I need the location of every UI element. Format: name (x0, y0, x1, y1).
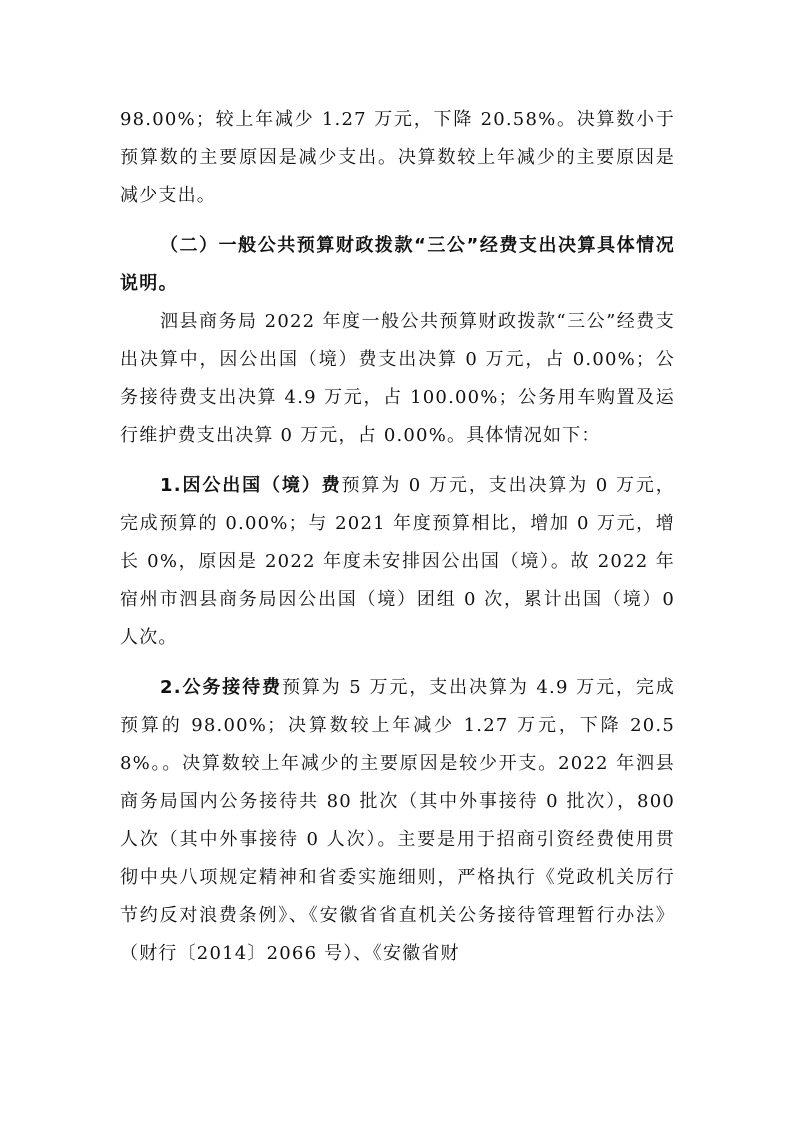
paragraph-gap (120, 215, 675, 227)
item-body-overseas-travel: 预算为 0 万元，支出决算为 0 万元，完成预算的 0.00%；与 2021 年度预算相比，增加 0 万元，增长 0%，原因是 2022 年度未安排因公出国（境）。故 2022 年宿州市泗县商务局因公出国（境）团组 0 次，累计出国（境）0 人次。 (120, 475, 675, 648)
item-title-overseas-travel: 1.因公出国（境）费 (160, 475, 342, 496)
paragraph-gap (120, 657, 675, 669)
item-body-reception: 预算为 5 万元，支出决算为 4.9 万元，完成预算的 98.00%；决算数较上年减少 1.27 万元，下降 20.58%。。决算数较上年减少的主要原因是较少开支。2022 年泗县商务局国内公务接待共 80 批次（其中外事接待 0 批次），800 人次（其中外事接待 0 人次）。主要是用于招商引资经费使用贯彻中央八项规定精神和省委实施细则，严格执行《党政机关厉行节约反对浪费条例》、《安徽省省直机关公务接待管理暂行办法》（财行〔2014〕2066 号）、《安徽省财 (120, 677, 676, 964)
item-title-reception: 2.公务接待费 (160, 677, 282, 698)
summary-paragraph: 泗县商务局 2022 年度一般公共预算财政拨款“三公”经费支出决算中，因公出国（境）费支出决算 0 万元，占 0.00%；公务接待费支出决算 4.9 万元，占 100.00%；公务用车购置及运行维护费支出决算 0 万元，占 0.00%。具体情况如下： (120, 311, 675, 446)
item-paragraph-overseas-travel (120, 467, 675, 657)
item-paragraph-reception (120, 669, 675, 973)
document-body (120, 101, 675, 973)
paragraph-gap (120, 455, 675, 467)
section-heading: （二）一般公共预算财政拨款“三公”经费支出决算具体情况说明。 (120, 235, 675, 294)
paragraph-continuation: 98.00%；较上年减少 1.27 万元，下降 20.58%。决算数小于预算数的主要原因是减少支出。决算数较上年减少的主要原因是减少支出。 (120, 109, 675, 206)
